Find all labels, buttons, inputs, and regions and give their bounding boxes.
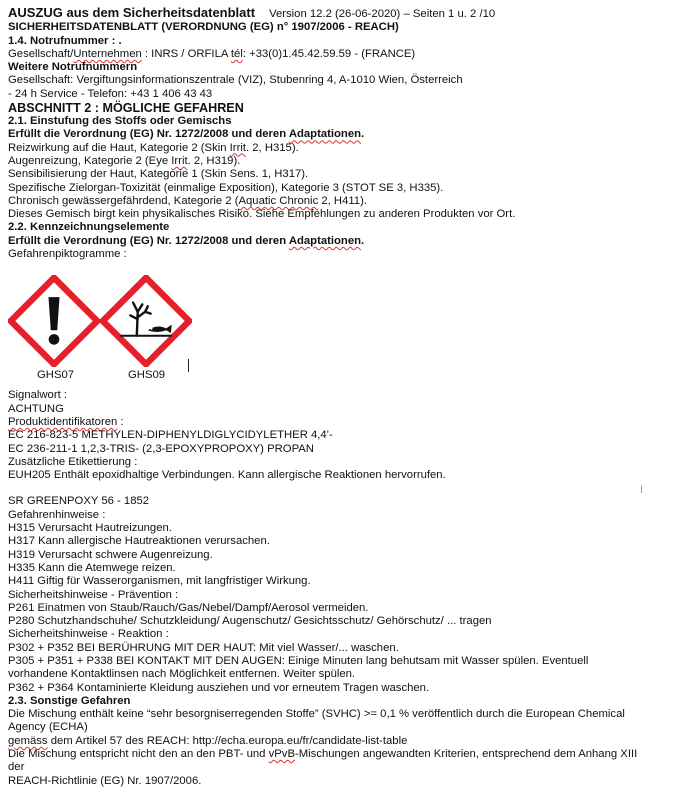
- hazard-statement: H317 Kann allergische Hautreaktionen verursachen.: [8, 535, 270, 548]
- signalwort-value: ACHTUNG: [8, 402, 64, 415]
- verordnung-line-2: [8, 235, 676, 248]
- spacer: [8, 482, 676, 495]
- text-cursor: [188, 359, 189, 372]
- hazard-statement: H411 Giftig für Wasserorganismen, mit langfristiger Wirkung.: [8, 575, 311, 588]
- hazard-statement: H335 Kann die Atemwege reizen.: [8, 561, 176, 574]
- text-run: Gesellschaft/: [8, 47, 74, 60]
- precaution-statement: P305 + P351 + P338 BEI KONTAKT MIT DEN AUGEN: Einige Minuten lang behutsam mit Wasser spülen. Eventuell: [8, 654, 589, 667]
- spellcheck-word: Adaptationen: [288, 128, 362, 141]
- spellcheck-word: Produktidentifikatoren: [8, 415, 118, 428]
- text-run: .: [361, 234, 365, 247]
- classification-line: [8, 155, 676, 168]
- spellcheck-word: gemäss: [8, 734, 48, 747]
- zusaetzliche-etikettierung-label: Zusätzliche Etikettierung :: [8, 455, 138, 468]
- version-info: Version 12.2 (26-06-2020) – Seiten 1 u. 2 /10: [269, 8, 496, 20]
- weitere-notrufnummern-heading: Weitere Notrufnummern: [8, 61, 138, 74]
- subsection-2-2-heading: 2.2. Kennzeichnungselemente: [8, 221, 170, 234]
- document-page: [8, 6, 676, 788]
- gefahrenpiktogramme-label: Gefahrenpiktogramme :: [8, 248, 127, 261]
- ghs09-label: GHS09: [128, 369, 166, 382]
- spellcheck-word: tél: [230, 47, 243, 60]
- document-title: AUSZUG aus dem Sicherheitsdatenblatt: [8, 5, 256, 20]
- signalwort-label: Signalwort :: [8, 389, 68, 402]
- svhc-line-3: [8, 735, 676, 748]
- ec-identifier: EC 216-823-5 METHYLEN-DIPHENYLDIGLYCIDYLETHER 4,4'-: [8, 429, 333, 442]
- precaution-statement: P280 Schutzhandschuhe/ Schutzkleidung/ Augenschutz/ Gesichtsschutz/ Gehörschutz/ ... tragen: [8, 615, 492, 628]
- text-run: . 2, H315).: [245, 141, 299, 154]
- verordnung-line-1: [8, 128, 676, 141]
- text-run: Reizwirkung auf die Haut, Kategorie 2 (Skin: [8, 141, 230, 154]
- sds-subtitle: SICHERHEITSDATENBLATT (VERORDNUNG (EG) n° 1907/2006 - REACH): [8, 21, 399, 34]
- pbt-line-3: REACH-Richtlinie (EG) Nr. 1907/2006.: [8, 774, 202, 787]
- spellcheck-word: Irrit: [171, 154, 188, 167]
- classification-line: Sensibilisierung der Haut, Kategorie 1 (Skin Sens. 1, H317).: [8, 168, 309, 181]
- text-run: . 2, H319).: [187, 154, 241, 167]
- praevention-label: Sicherheitshinweise - Prävention :: [8, 588, 179, 601]
- ghs07-label: GHS07: [37, 369, 75, 382]
- environment-pictogram-icon: [100, 275, 192, 367]
- reaktion-label: Sicherheitshinweise - Reaktion :: [8, 628, 169, 641]
- hazard-statement: H319 Verursacht schwere Augenreizung.: [8, 548, 213, 561]
- spellcheck-word: Unternehmen: [73, 47, 142, 60]
- text-run: 2, H411).: [318, 194, 367, 207]
- gefahrenhinweise-label: Gefahrenhinweise :: [8, 508, 106, 521]
- precaution-statement: P261 Einatmen von Staub/Rauch/Gas/Nebel/Dampf/Aerosol vermeiden.: [8, 601, 369, 614]
- produktidentifikatoren-label: [8, 416, 676, 429]
- notruf-line-2: Gesellschaft: Vergiftungsinformationszentrale (VIZ), Stubenring 4, A-1010 Wien, Österreich: [8, 74, 463, 87]
- text-run: Erfüllt die Verordnung (EG) Nr. 1272/2008 und deren: [8, 234, 289, 247]
- spellcheck-word: Irrit: [229, 141, 246, 154]
- hazard-statement: H315 Verursacht Hautreizungen.: [8, 522, 172, 535]
- exclamation-mark-pictogram-icon: [8, 275, 100, 367]
- text-run: -Mischungen angewandten Kriterien, entsprechend dem Anhang XIII: [294, 748, 638, 761]
- precaution-statement: P302 + P352 BEI BERÜHRUNG MIT DER HAUT: Mit viel Wasser/... waschen.: [8, 641, 399, 654]
- subsection-2-1-heading: 2.1. Einstufung des Stoffs oder Gemischs: [8, 115, 232, 128]
- text-run: :: [117, 415, 124, 428]
- subsection-2-3-heading: 2.3. Sonstige Gefahren: [8, 694, 131, 707]
- svhc-line-1: Die Mischung enthält keine “sehr besorgniserregenden Stoffe” (SVHC) >= 0,1 % veröffentlich durch die European Chemical: [8, 708, 625, 721]
- text-run: dem Artikel 57 des REACH: http://echa.europa.eu/fr/candidate-list-table: [47, 734, 408, 747]
- text-run: : INRS / ORFILA: [141, 47, 231, 60]
- classification-line: [8, 142, 676, 155]
- classification-line: Spezifische Zielorgan-Toxizität (einmalige Exposition), Kategorie 3 (STOT SE 3, H335).: [8, 181, 444, 194]
- text-run: Augenreizung, Kategorie 2 (Eye: [8, 154, 172, 167]
- section-2-heading: ABSCHNITT 2 : MÖGLICHE GEFAHREN: [8, 101, 244, 116]
- ec-identifier: EC 236-211-1 1,2,3-TRIS- (2,3-EPOXYPROPOXY) PROPAN: [8, 442, 314, 455]
- precaution-statement: P362 + P364 Kontaminierte Kleidung ausziehen und vor erneutem Tragen waschen.: [8, 681, 430, 694]
- product-name: SR GREENPOXY 56 - 1852: [8, 495, 150, 508]
- euh205-statement: EUH205 Enthält epoxidhaltige Verbindungen. Kann allergische Reaktionen hervorrufen.: [8, 469, 446, 482]
- notruf-line-1: [8, 48, 676, 61]
- precaution-statement-cont: vorhandene Kontaktlinsen nach Möglichkeit entfernen. Weiter spülen.: [8, 668, 356, 681]
- text-run: Erfüllt die Verordnung (EG) Nr. 1272/2008 und deren: [8, 128, 289, 141]
- classification-line: [8, 195, 676, 208]
- spellcheck-word: Aquatic Chronic: [238, 194, 319, 207]
- spellcheck-word: Adaptationen: [288, 234, 362, 247]
- text-run: Die Mischung entspricht nicht den an den PBT- und: [8, 748, 269, 761]
- notruf-line-3: - 24 h Service - Telefon: +43 1 406 43 43: [8, 87, 213, 100]
- pbt-line-2: der: [8, 761, 25, 774]
- mouse-ibeam-cursor-icon: I: [640, 484, 644, 496]
- spellcheck-word: vPvB: [268, 748, 295, 761]
- classification-line: Dieses Gemisch birgt kein physikalisches Risiko. Siehe Empfehlungen zu anderen Produkten vor Ort.: [8, 208, 516, 221]
- svhc-line-2: Agency (ECHA): [8, 721, 88, 734]
- pictogram-row: [8, 261, 676, 389]
- text-run: .: [361, 128, 365, 141]
- pbt-line-1: [8, 748, 676, 761]
- text-run: Chronisch gewässergefährdend, Kategorie 2 (: [8, 194, 239, 207]
- document-header: [8, 6, 676, 21]
- text-run: : +33(0)1.45.42.59.59 - (FRANCE): [242, 47, 416, 60]
- notruf-heading: 1.4. Notrufnummer : .: [8, 34, 122, 47]
